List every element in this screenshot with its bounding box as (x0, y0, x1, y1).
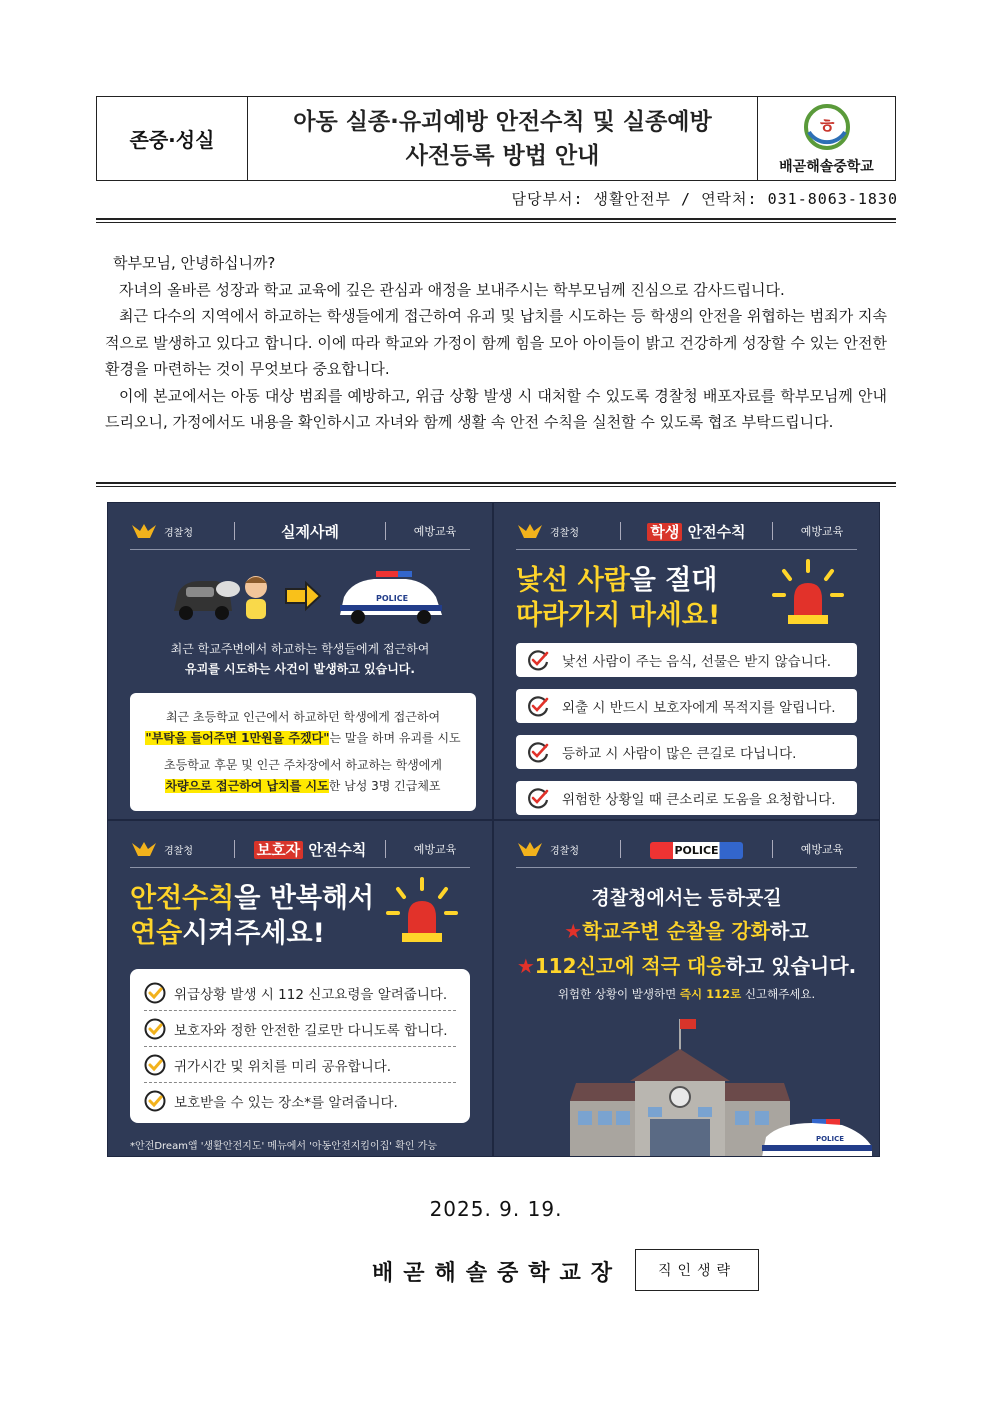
school-emblem-icon (799, 102, 855, 154)
police-badge: 경찰청 (130, 522, 220, 540)
student-rule-3: 등하교 시 사람이 많은 큰길로 다닙니다. (516, 735, 857, 769)
panel-header (130, 513, 470, 549)
panel-real-cases (107, 502, 493, 820)
patrol-message: 경찰청에서는 등하굣길 ★학교주변 순찰을 강화하고 ★112신고에 적극 대응하고 있습니다. 위험한 상황이 발생하면 즉시 112로 신고해주세요. (516, 887, 857, 1001)
student-rule-1: 낯선 사람이 주는 음식, 선물은 받지 않습니다. (516, 643, 857, 677)
guardian-footnote: *안전Dream앱 '생활안전지도' 메뉴에서 '아동안전지킴이집' 확인 가능 (130, 1141, 438, 1152)
check-circle-icon (526, 648, 550, 672)
letter-greeting: 학부모님, 안녕하십니까? (113, 254, 276, 272)
letter-body (105, 250, 887, 436)
panel1-intro: 최근 학교주변에서 하교하는 학생들에게 접근하여 유괴를 시도하는 사건이 발생하고 있습니다. (170, 642, 430, 676)
divider-middle (96, 482, 896, 487)
police-emblem-icon (130, 840, 158, 858)
svg-text:ㅎ: ㅎ (816, 113, 837, 138)
case-box: 최근 초등학교 인근에서 하교하던 학생에게 접근하여 "부탁을 들어주면 1만원을 주겠다"는 말을 하며 유괴를 시도 초등학교 후문 및 인근 주차장에서 하교하는 학생에게 차량으로 접근하여 납치를 시도한 남성 3명 긴급체포 (130, 693, 476, 811)
panel-header (516, 831, 857, 867)
guardian-rule-2: 보호자와 정한 안전한 길로만 다니도록 합니다. (144, 1011, 456, 1047)
check-circle-icon (526, 786, 550, 810)
siren-icon (386, 877, 458, 947)
panel-title: 보호자 안전수칙 (249, 839, 371, 860)
panel-category: 예방교육 (800, 525, 844, 538)
title-line-2: 사전등록 방법 안내 (405, 142, 600, 169)
police-poster (107, 502, 880, 1157)
title-line-1: 아동 실종·유괴예방 안전수칙 및 실종예방 (293, 108, 712, 135)
check-circle-icon (144, 982, 166, 1004)
check-circle-icon (144, 1054, 166, 1076)
police-emblem-icon (130, 522, 158, 540)
panel-title: 학생 안전수칙 (635, 521, 758, 542)
guardian-rule-list (130, 969, 470, 1123)
panel-category: 예방교육 (413, 843, 457, 856)
panel-student-rules (493, 502, 880, 820)
student-rule-2: 외출 시 반드시 보호자에게 목적지를 알립니다. (516, 689, 857, 723)
check-circle-icon (144, 1018, 166, 1040)
panel-header (130, 831, 470, 867)
check-circle-icon (526, 694, 550, 718)
panel-header (516, 513, 857, 549)
guardian-rule-4: 보호받을 수 있는 장소*를 알려줍니다. (144, 1083, 456, 1119)
student-headline: 낯선 사람을 절대 따라가지 마세요! (516, 565, 721, 631)
contact-info: 담당부서: 생활안전부 / 연락처: 031-8063-1830 (511, 190, 898, 208)
police-emblem-icon (516, 522, 544, 540)
guardian-headline: 안전수칙을 반복해서 연습시켜주세요! (130, 883, 375, 949)
school-logo (758, 97, 895, 180)
document-date: 2025. 9. 19. (429, 1197, 563, 1221)
principal-signature: 배곧해솔중학교장 (372, 1261, 623, 1286)
guardian-rule-1: 위급상황 발생 시 112 신고요령을 알려줍니다. (144, 975, 456, 1011)
panel-category: 예방교육 (800, 843, 844, 856)
divider-top (96, 218, 896, 223)
police-badge: 경찰청 (516, 522, 606, 540)
panel-title: 실제사례 (281, 522, 339, 541)
panel-category: 예방교육 (413, 525, 457, 538)
document-header (96, 96, 896, 181)
svg-text:POLICE: POLICE (815, 1135, 845, 1143)
svg-text:POLICE: POLICE (375, 594, 409, 603)
police-badge: 경찰청 (516, 840, 606, 858)
school-building-illustration (530, 1011, 876, 1157)
check-circle-icon (144, 1090, 166, 1112)
siren-icon (772, 559, 844, 629)
guardian-rule-3: 귀가시간 및 위치를 미리 공유합니다. (144, 1047, 456, 1083)
letter-paragraph-1: 자녀의 올바른 성장과 학교 교육에 깊은 관심과 애정을 보내주시는 학부모님께 진심으로 감사드립니다. (119, 280, 785, 299)
letter-paragraph-3: 이에 본교에서는 아동 대상 범죄를 예방하고, 위급 상황 발생 시 대처할 수 있도록 경찰청 배포자료를 학부모님께 안내드리오니, 가정에서도 내용을 확인하시고 자녀와 함께 생활 속 안전 수칙을 실천할 수 있도록 협조 부탁드립니다. (105, 386, 887, 431)
panel-guardian-rules (107, 820, 493, 1157)
document-title (248, 97, 758, 180)
school-motto: 존중·성실 (97, 97, 248, 180)
check-circle-icon (526, 740, 550, 764)
panel-police-patrol (493, 820, 880, 1157)
logo-school-name: 배곧해솔중학교 (779, 158, 874, 175)
seal-omitted-box: 직인생략 (635, 1249, 759, 1291)
student-rule-4: 위험한 상황일 때 큰소리로 도움을 요청합니다. (516, 781, 857, 815)
abduction-illustration (168, 567, 458, 627)
police-light-bar: POLICE (635, 840, 758, 859)
police-emblem-icon (516, 840, 544, 858)
letter-paragraph-2: 최근 다수의 지역에서 하교하는 학생들에게 접근하여 유괴 및 납치를 시도하는 등 학생의 안전을 위협하는 범죄가 지속적으로 발생하고 있다고 합니다. 이에 따라 학교와 가정이 함께 힘을 모아 아이들이 밝고 건강하게 성장할 수 있는 안전한 환경을 마련하는 것이 무엇보다 중요합니다. (105, 307, 887, 378)
police-badge: 경찰청 (130, 840, 220, 858)
